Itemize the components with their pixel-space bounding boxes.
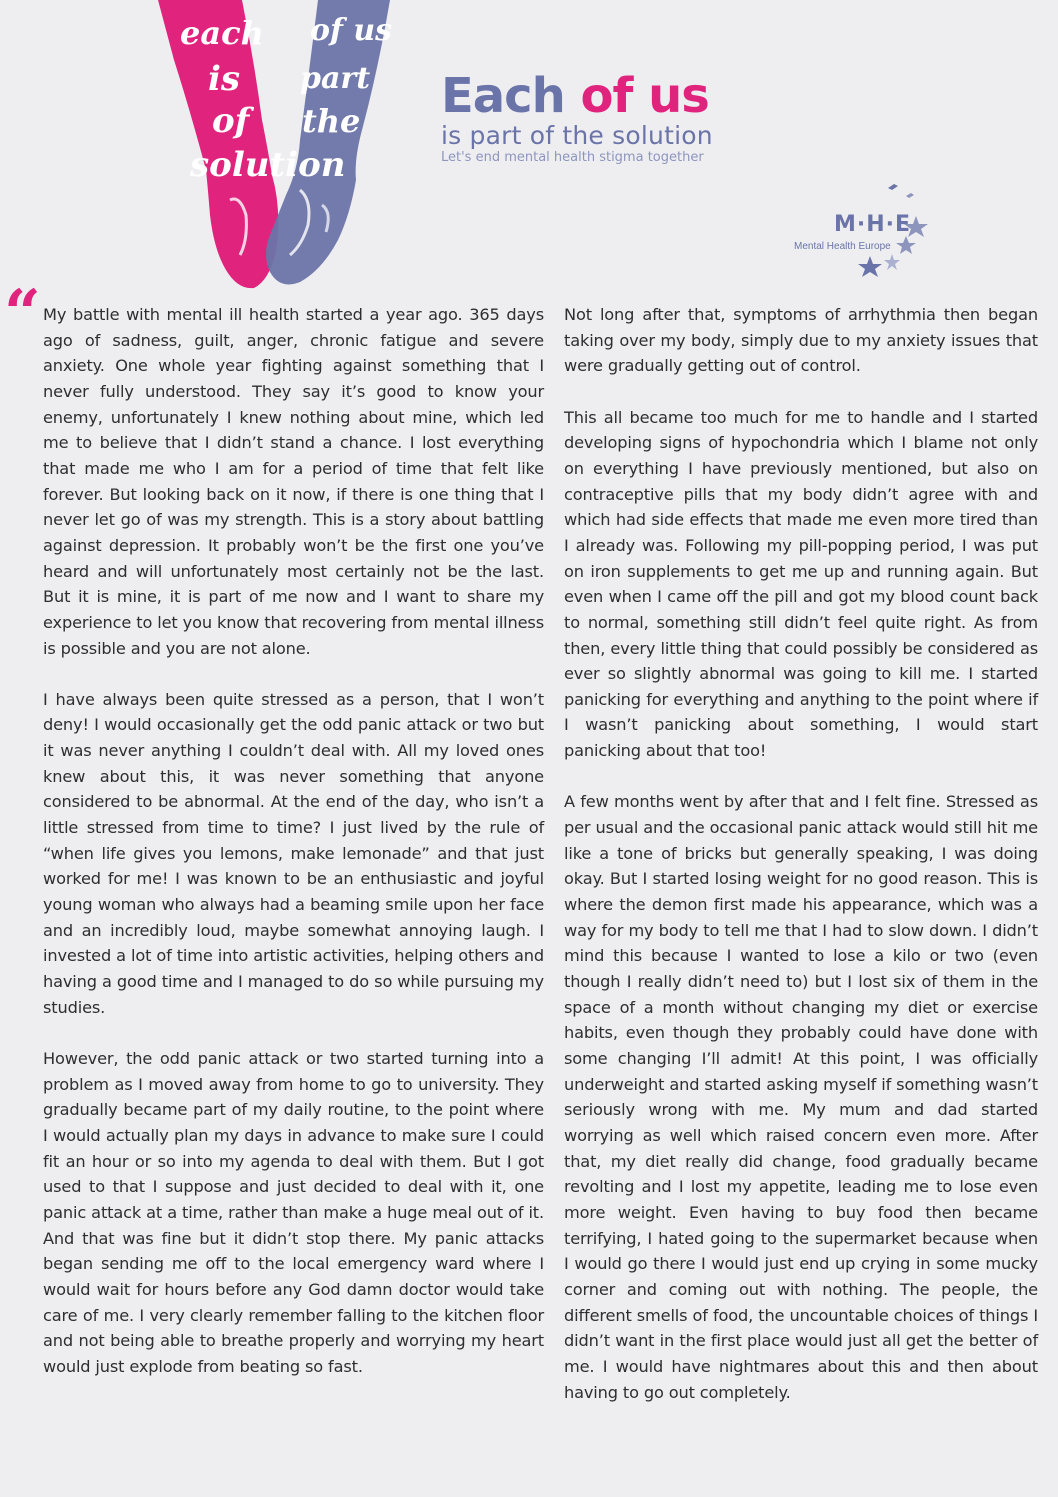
artwork-word: the — [302, 102, 361, 140]
hands-artwork — [150, 0, 400, 290]
title-each: Each — [441, 68, 565, 124]
right-column — [564, 302, 1038, 1431]
artwork-word: is — [208, 59, 241, 99]
title-main — [441, 70, 761, 122]
paragraph: However, the odd panic attack or two started turning into a problem as I moved away from home to go to university. They gradually became part of my daily routine, to the point where I would actually plan my days in advance to make sure I could fit an hour or so into my agenda to deal with them. But I got used to that I suppose and just decided to deal with it, one panic attack at a time, rather than make a huge meal out of it. And that was fine but it didn’t stop there. My panic attacks began sending me off to the local emergency ward where I would wait for hours before any God damn doctor would take care of me. I very clearly remember falling to the kitchen floor and not being able to breathe properly and worrying my heart would just explode from beating so fast. — [43, 1049, 544, 1376]
paragraph: I have always been quite stressed as a person, that I won’t deny! I would occasionally get the odd panic attack or two but it was never anything I couldn’t deal with. All my loved ones knew about this, it was never something that anyone considered to be abnormal. At the end of the day, who isn’t a little stressed from time to time? I just lived by the rule of “when life gives you lemons, make lemonade” and that just worked for me! I was known to be an enthusiastic and joyful young woman who always had a beaming smile upon her face and an incredibly loud, maybe somewhat annoying laugh. I invested a lot of time into artistic activities, helping others and having a good time and I managed to do so while pursuing my studies. — [43, 689, 544, 1017]
artwork-word: part — [300, 61, 371, 96]
artwork-word: of — [212, 101, 250, 141]
artwork-word: of us — [310, 13, 393, 48]
paragraph: A few months went by after that and I felt fine. Stressed as per usual and the occasional panic attack would still hit me like a tone of bricks but generally speaking, I was doing okay. But I started losing weight for no good reason. This is where the demon first made his appearance, which was a way for my body to tell me that I had to slow down. I didn’t mind this because I wanted to lose a kilo or two (even though I really didn’t need to) but I lost six of them in the space of a month without changing my diet or exercise habits, even though they probably could have done with some changing I’ll admit! At this point, I was officially underweight and started asking myself if something wasn’t seriously wrong with me. My mum and dad started worrying as well which raised concern even more. After that, my diet really did change, food gradually became revolting and I lost my appetite, leading me to lose even more weight. Even having to buy food then became terrifying, I hated going to the supermarket because when I would go there I would just end up crying in some mucky corner and coming out with nothing. The people, the different smells of food, the uncountable choices of things I didn’t want in the first place would just all get the better of me. I would have nightmares about this and then about having to go out completely. — [564, 792, 1038, 1402]
artwork-word: solution — [190, 145, 346, 185]
paragraph: Not long after that, symptoms of arrhythmia then began taking over my body, simply due to my anxiety issues that were gradually getting out of control. — [564, 305, 1038, 376]
paragraph: My battle with mental ill health started a year ago. 365 days ago of sadness, guilt, anger, chronic fatigue and severe anxiety. One whole year fighting against something that I never fully understood. They say it’s good to know your enemy, unfortunately I knew nothing about mine, which led me to believe that I didn’t stand a chance. I lost everything that made me who I am for a period of time that felt like forever. But looking back on it now, if there is one thing that I never let go of was my strength. This is a story about battling against depression. It probably won’t be the first one you’ve heard and will unfortunately most certainly not be the last. But it is mine, it is part of me now and I want to share my experience to let you know that recovering from mental illness is possible and you are not alone. — [43, 305, 544, 658]
left-column — [43, 302, 544, 1405]
title-subtitle: is part of the solution — [441, 121, 713, 150]
campaign-title — [441, 70, 761, 166]
quote-mark-icon: “ — [4, 276, 41, 351]
mhe-logo — [788, 178, 938, 278]
artwork-word: each — [180, 14, 264, 52]
title-tagline: Let's end mental health stigma together — [441, 150, 704, 165]
paragraph: This all became too much for me to handle and I started developing signs of hypochondria which I blame not only on everything I have previously mentioned, but also on contraceptive pills that my body didn’t agree with and which had side effects that made me even more tired than I already was. Following my pill-popping period, I was put on iron supplements to get me up and running again. But even when I came off the pill and got my blood count back to normal, something still didn’t feel quite right. As from then, every little thing that could possibly be considered as ever so slightly abnormal was going to kill me. I started panicking for everything and anything to the point where if I wasn’t panicking about something, I would start panicking about that too! — [564, 407, 1038, 761]
mhe-abbreviation: M·H·E — [834, 212, 912, 237]
mhe-name: Mental Health Europe — [794, 241, 891, 252]
title-of-us: of us — [580, 68, 709, 124]
